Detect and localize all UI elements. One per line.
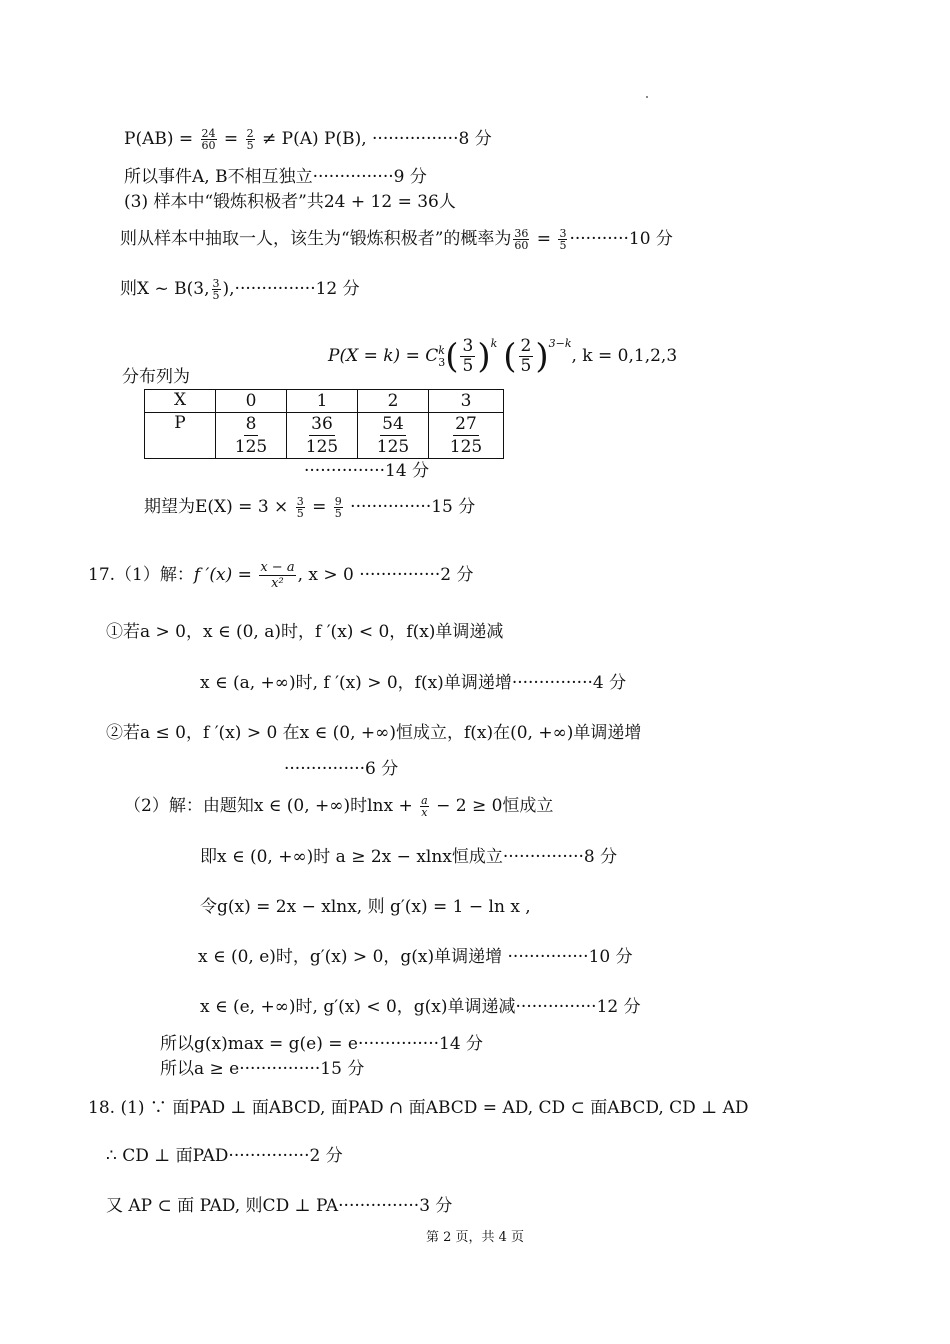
fraction xyxy=(212,278,221,301)
numerator: 2 xyxy=(246,127,254,140)
line-expectation xyxy=(144,496,475,519)
q18-line3: 又 AP ⊂ 面 PAD, 则CD ⊥ PA···············3 分 xyxy=(106,1196,453,1216)
denominator: 125 xyxy=(376,437,410,457)
denominator: x² xyxy=(271,576,284,591)
numerator: 3 xyxy=(296,495,304,508)
fraction xyxy=(460,337,475,376)
text: 期望为E(X) = 3 × xyxy=(144,497,294,517)
numerator: 3 xyxy=(559,227,567,240)
table-cell: 0 xyxy=(216,390,287,413)
fraction xyxy=(232,413,271,458)
superscript: k xyxy=(438,343,445,357)
exponent: k xyxy=(490,337,498,350)
table-cell: 3 xyxy=(429,390,504,413)
numerator: 2 xyxy=(520,336,532,356)
page-footer: 第 2 页，共 4 页 xyxy=(425,1230,525,1245)
table-cell: 2 xyxy=(358,390,429,413)
text: f ′(x) = xyxy=(193,565,258,585)
numerator: 3 xyxy=(212,277,220,290)
numerator: a xyxy=(421,794,428,807)
denominator: 5 xyxy=(520,356,532,376)
fraction xyxy=(441,413,491,458)
case-1b: x ∈ (a, +∞)时, f ′(x) > 0，f(x)单调递增···············4 分 xyxy=(200,673,627,693)
text: 则X ~ B(3, xyxy=(120,279,210,299)
line-p-ab xyxy=(124,128,492,151)
part2-c: 令g(x) = 2x − xlnx, 则 g′(x) = 1 − ln x , xyxy=(200,897,531,917)
fraction xyxy=(246,128,255,151)
line-binomial xyxy=(120,278,360,301)
text: = xyxy=(218,129,244,149)
fraction xyxy=(558,228,567,251)
paren-open: ( xyxy=(503,336,517,377)
part2-g: 所以a ≥ e···············15 分 xyxy=(160,1059,365,1079)
text: P(X = k) = C xyxy=(328,346,439,366)
text: − 2 ≥ 0恒成立 xyxy=(430,796,554,816)
fraction xyxy=(259,560,295,591)
table-cell xyxy=(287,413,358,459)
line-not-independent: 所以事件A, B不相互独立···············9 分 xyxy=(124,167,427,187)
fraction xyxy=(368,413,418,458)
stray-dot xyxy=(646,96,648,98)
case-2a: ②若a ≤ 0，f ′(x) > 0 在x ∈ (0, +∞)恒成立，f(x)在(0, +∞)单调递增 xyxy=(106,723,642,743)
numerator: 54 xyxy=(382,414,404,434)
denominator: 60 xyxy=(514,239,529,252)
text: ),···············12 分 xyxy=(222,279,360,299)
denominator: 5 xyxy=(334,507,342,520)
exponent: 3−k xyxy=(548,337,572,350)
case-1a: ①若a > 0，x ∈ (0, a)时，f ′(x) < 0，f(x)单调递减 xyxy=(106,622,504,642)
part2-e: x ∈ (e, +∞)时, g′(x) < 0，g(x)单调递减···············12 分 xyxy=(200,997,641,1017)
text: ≠ P(A) P(B), ················8 分 xyxy=(256,129,492,149)
numerator: 3 xyxy=(462,336,474,356)
paren-close: ) xyxy=(535,336,549,377)
numerator: 36 xyxy=(514,227,529,240)
text: 17.（1）解： xyxy=(88,565,194,585)
table-cell: X xyxy=(145,390,216,413)
numerator: 36 xyxy=(311,414,333,434)
denominator: 125 xyxy=(234,437,268,457)
numerator: 27 xyxy=(455,414,477,434)
text: （2）解：由题知x ∈ (0, +∞)时lnx + xyxy=(124,796,419,816)
part2-b: 即x ∈ (0, +∞)时 a ≥ 2x − xlnx恒成立···············8 分 xyxy=(200,847,618,867)
table-cell xyxy=(429,413,504,459)
text: P(AB) = xyxy=(124,129,199,149)
text: 则从样本中抽取一人，该生为“锻炼积极者”的概率为 xyxy=(120,229,512,249)
text: , k = 0,1,2,3 xyxy=(571,346,678,366)
text: , x > 0 ···············2 分 xyxy=(297,565,474,585)
denominator: 5 xyxy=(246,139,254,152)
fraction xyxy=(201,128,217,151)
numerator: 9 xyxy=(334,495,342,508)
text: = xyxy=(306,497,332,517)
denominator: 125 xyxy=(305,437,339,457)
line-part3: (3) 样本中“锻炼积极者”共24 + 12 = 36人 xyxy=(124,192,456,212)
denominator: 5 xyxy=(212,289,220,302)
text: ···············15 分 xyxy=(344,497,476,517)
fraction xyxy=(519,337,534,376)
score-14: ···············14 分 xyxy=(304,461,430,481)
denominator: x xyxy=(421,806,428,819)
numerator: 24 xyxy=(201,127,216,140)
fraction xyxy=(296,496,305,519)
numerator: 8 xyxy=(245,414,257,434)
q17-part2 xyxy=(124,795,553,818)
table-cell xyxy=(216,413,287,459)
q18-line1: 18. (1) ∵ 面PAD ⊥ 面ABCD, 面PAD ∩ 面ABCD = AD, CD ⊂ 面ABCD, CD ⊥ AD xyxy=(88,1098,749,1118)
table-cell: 1 xyxy=(287,390,358,413)
paren-close: ) xyxy=(477,336,491,377)
fraction xyxy=(420,795,429,818)
text: ···········10 分 xyxy=(569,229,673,249)
dist-title: 分布列为 xyxy=(122,367,190,387)
case-2b: ···············6 分 xyxy=(284,759,399,779)
denominator: 5 xyxy=(462,356,474,376)
denominator: 5 xyxy=(296,507,304,520)
distribution-table xyxy=(144,389,504,459)
table-cell xyxy=(358,413,429,459)
denominator: 60 xyxy=(201,139,216,152)
fraction xyxy=(334,496,343,519)
binomial-formula xyxy=(328,322,677,379)
line-probability xyxy=(120,228,673,251)
subscript: 3 xyxy=(438,355,446,369)
table-row xyxy=(145,413,504,459)
numerator: x − a xyxy=(260,560,295,575)
denominator: 5 xyxy=(559,239,567,252)
q17-part1 xyxy=(88,560,474,591)
part2-f: 所以g(x)max = g(e) = e···············14 分 xyxy=(160,1034,484,1054)
table-row xyxy=(145,390,504,413)
text: = xyxy=(531,229,557,249)
table-cell: P xyxy=(145,413,216,459)
paren-open: ( xyxy=(445,336,459,377)
part2-d: x ∈ (0, e)时，g′(x) > 0，g(x)单调递增 ···············10 分 xyxy=(198,947,633,967)
q18-line2: ∴ CD ⊥ 面PAD···············2 分 xyxy=(106,1146,343,1166)
fraction xyxy=(513,228,529,251)
fraction xyxy=(297,413,347,458)
denominator: 125 xyxy=(449,437,483,457)
